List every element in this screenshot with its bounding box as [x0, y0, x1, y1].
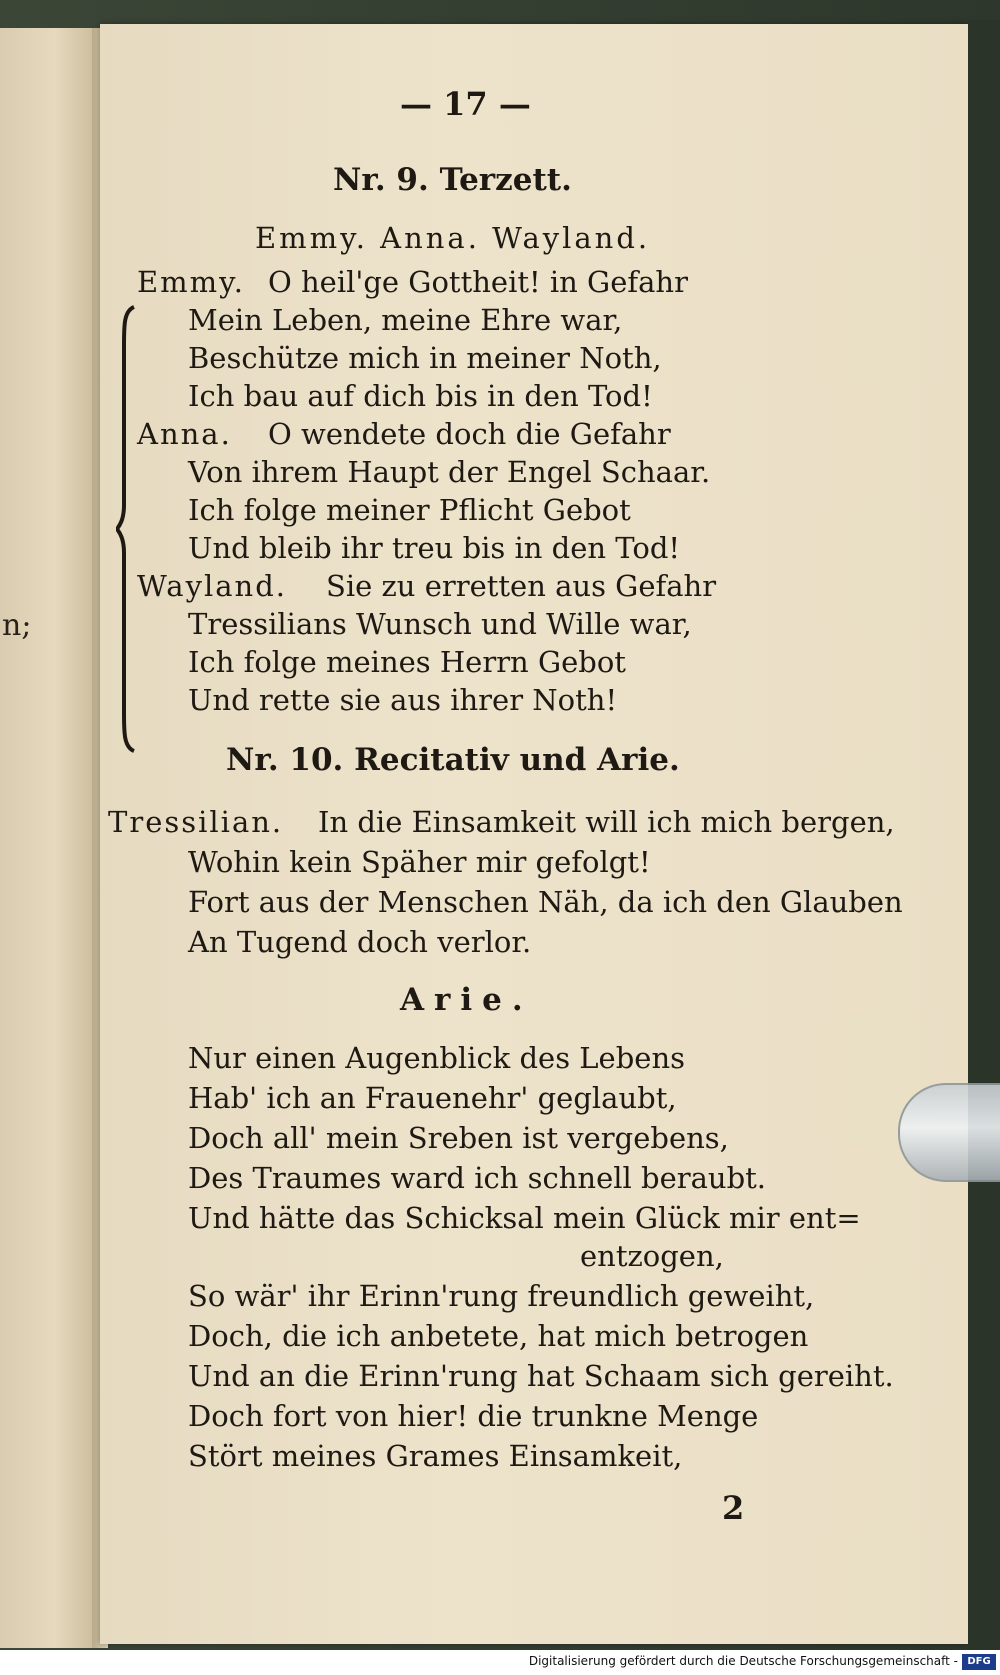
- arie-line: Doch all' mein Sreben ist vergebens,: [188, 1121, 729, 1155]
- verse-line: Tressilians Wunsch und Wille war,: [188, 607, 692, 641]
- ensemble-bracket: [116, 305, 140, 753]
- arie-line: Des Traumes ward ich schnell beraubt.: [188, 1161, 767, 1195]
- arie-line: Doch fort von hier! die trunkne Menge: [188, 1399, 759, 1433]
- arie-line-continuation: entzogen,: [580, 1239, 724, 1273]
- verse-line: O heil'ge Gottheit! in Gefahr: [268, 265, 688, 299]
- arie-line: Hab' ich an Frauenehr' geglaubt,: [188, 1081, 677, 1115]
- digitization-footer: [0, 1650, 1000, 1675]
- verse-line: Beschütze mich in meiner Noth,: [188, 341, 662, 375]
- arie-line: So wär' ihr Erinn'rung freundlich geweiht,: [188, 1279, 815, 1313]
- speaker-emmy: Emmy.: [137, 265, 245, 299]
- arie-line: Stört meines Grames Einsamkeit,: [188, 1439, 683, 1473]
- arie-line: Nur einen Augenblick des Lebens: [188, 1041, 686, 1075]
- facing-page-fragment: n;: [2, 608, 32, 643]
- speaker-wayland: Wayland.: [137, 569, 287, 603]
- section9-heading: Nr. 9. Terzett.: [333, 162, 572, 198]
- recitativ-line: In die Einsamkeit will ich mich bergen,: [318, 805, 895, 839]
- speaker-tressilian: Tressilian.: [108, 805, 284, 839]
- speaker-anna: Anna.: [137, 417, 232, 451]
- recitativ-line: Wohin kein Späher mir gefolgt!: [188, 845, 651, 879]
- arie-line: Und an die Erinn'rung hat Schaam sich gereiht.: [188, 1359, 894, 1393]
- verse-line: Mein Leben, meine Ehre war,: [188, 303, 623, 337]
- dfg-logo: DFG: [962, 1654, 996, 1670]
- verse-line: Ich folge meiner Pflicht Gebot: [188, 493, 631, 527]
- arie-line: Doch, die ich anbetete, hat mich betrogen: [188, 1319, 809, 1353]
- section9-cast: Emmy. Anna. Wayland.: [255, 221, 651, 255]
- signature-mark: 2: [722, 1489, 745, 1527]
- verse-line: Von ihrem Haupt der Engel Schaar.: [188, 455, 711, 489]
- verse-line: Ich bau auf dich bis in den Tod!: [188, 379, 653, 413]
- page-clip: [898, 1083, 1000, 1182]
- verse-line: Und rette sie aus ihrer Noth!: [188, 683, 618, 717]
- section10-heading: Nr. 10. Recitativ und Arie.: [226, 742, 680, 778]
- verse-line: Ich folge meines Herrn Gebot: [188, 645, 626, 679]
- arie-heading: Arie.: [400, 982, 533, 1018]
- verse-line: O wendete doch die Gefahr: [268, 417, 671, 451]
- verse-line: Und bleib ihr treu bis in den Tod!: [188, 531, 681, 565]
- page-right-edge: [968, 20, 1000, 1650]
- page-number: — 17 —: [400, 85, 531, 123]
- recitativ-line: Fort aus der Menschen Näh, da ich den Glauben: [188, 885, 903, 919]
- arie-line: Und hätte das Schicksal mein Glück mir ent=: [188, 1201, 861, 1235]
- recitativ-line: An Tugend doch verlor.: [188, 925, 532, 959]
- verse-line: Sie zu erretten aus Gefahr: [326, 569, 717, 603]
- facing-page-edge: [0, 28, 94, 1648]
- funding-credit: Digitalisierung gefördert durch die Deutsche Forschungsgemeinschaft -: [528, 1654, 958, 1668]
